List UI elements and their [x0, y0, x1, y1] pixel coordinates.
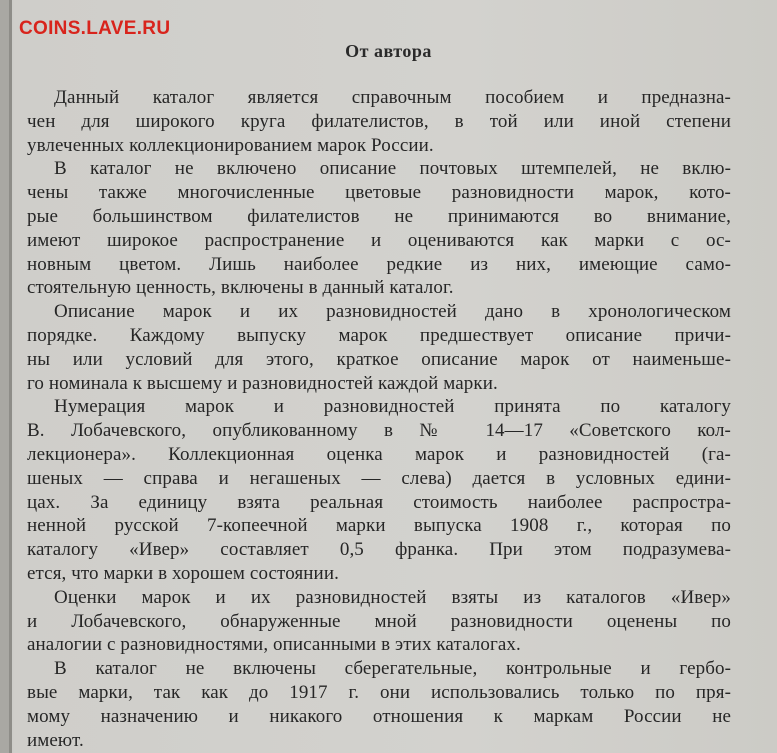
- text-line: чен для широкого круга филателистов, в той или иной степени: [27, 110, 731, 132]
- text-line: имеют.: [27, 729, 84, 751]
- text-line: Данный каталог является справочным пособием и предназна-: [54, 87, 731, 108]
- text-line: ны или условий для этого, краткое описание марок от наименьше-: [27, 348, 731, 370]
- text-line: В каталог не включены сберегательные, контрольные и гербо-: [54, 658, 731, 680]
- text-line: стоятельную ценность, включены в данный каталог.: [27, 277, 454, 299]
- site-watermark: COINS.LAVE.RU: [19, 18, 171, 39]
- text-line: го номинала к высшему и разновидностей каждой марки.: [27, 372, 498, 394]
- text-line: Оценки марок и их разновидностей взяты из каталогов «Ивер»: [54, 586, 731, 608]
- page-title: От автора: [345, 41, 432, 61]
- text-line: чены также многочисленные цветовые разновидности марок, кото-: [27, 182, 731, 204]
- text-line: и Лобачевского, обнаруженные мной разновидности оценены по: [27, 610, 731, 632]
- text-line: имеют широкое распространение и оцениваются как марки с ос-: [27, 229, 731, 251]
- text-line: Нумерация марок и разновидностей принята по каталогу: [54, 396, 731, 418]
- text-line: цах. За единицу взята реальная стоимость наиболее распростра-: [27, 491, 731, 513]
- text-line: аналогии с разновидностями, описанными в этих каталогах.: [27, 634, 521, 656]
- text-line: увлеченных коллекционированием марок России.: [27, 134, 434, 156]
- text-line: вые марки, так как до 1917 г. они использовались только по пря-: [27, 681, 731, 703]
- page-gutter-shadow: [0, 0, 9, 753]
- text-line: мому назначению и никакого отношения к маркам России не: [27, 705, 731, 727]
- body-text: [27, 86, 731, 752]
- text-line: Описание марок и их разновидностей дано в хронологическом: [54, 301, 731, 323]
- text-line: ется, что марки в хорошем состоянии.: [27, 562, 339, 584]
- text-line: порядке. Каждому выпуску марок предшествует описание причи-: [27, 324, 731, 346]
- text-line: В. Лобачевского, опубликованному в № 14—17 «Советского кол-: [27, 420, 731, 442]
- text-line: каталогу «Ивер» составляет 0,5 франка. При этом подразумева-: [27, 539, 731, 561]
- text-line: ненной русской 7-копеечной марки выпуска 1908 г., которая по: [27, 515, 731, 537]
- text-line: В каталог не включено описание почтовых штемпелей, не вклю-: [54, 158, 731, 180]
- text-line: лекционера». Коллекционная оценка марок и разновидностей (га-: [27, 443, 731, 465]
- text-line: рые большинством филателистов не принимаются во внимание,: [27, 205, 731, 227]
- page-gutter-line: [9, 0, 12, 753]
- text-line: шеных — справа и негашеных — слева) дается в условных едини-: [27, 467, 731, 489]
- text-line: новным цветом. Лишь наиболее редкие из них, имеющие само-: [27, 253, 731, 275]
